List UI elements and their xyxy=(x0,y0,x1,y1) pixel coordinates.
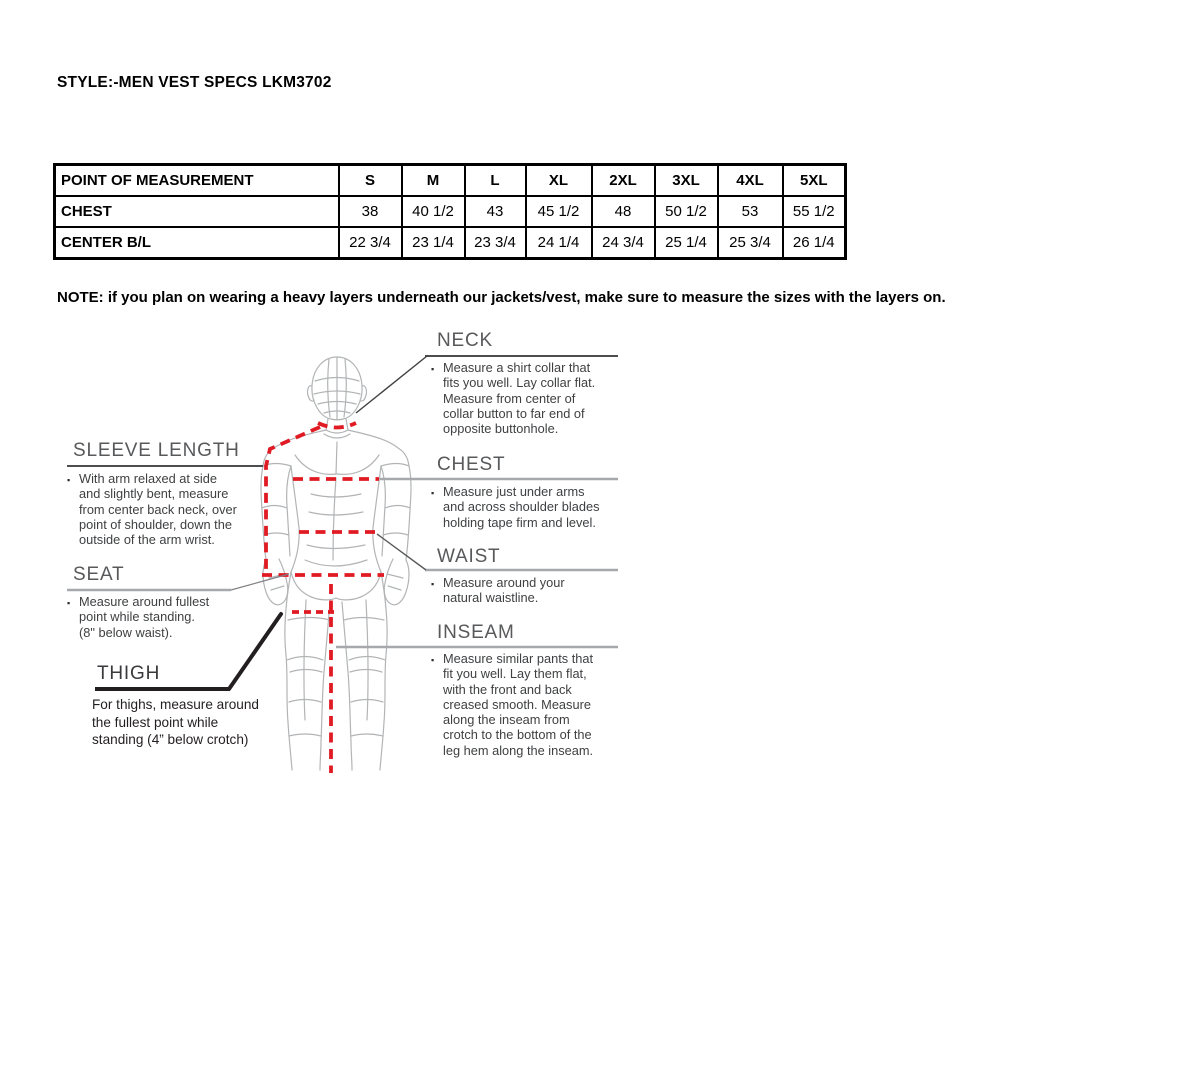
col-header-point-of-measurement: POINT OF MEASUREMENT xyxy=(55,165,339,197)
page-title: STYLE:-MEN VEST SPECS LKM3702 xyxy=(57,74,332,91)
row-label-center-bl: CENTER B/L xyxy=(55,227,339,259)
label-inseam: INSEAM xyxy=(437,622,515,643)
col-header-m: M xyxy=(402,165,465,197)
chest-value-4xl: 53 xyxy=(718,196,783,227)
label-chest: CHEST xyxy=(437,454,506,475)
centerbl-value-5xl: 26 1/4 xyxy=(783,227,846,259)
col-header-5xl: 5XL xyxy=(783,165,846,197)
chest-value-5xl: 55 1/2 xyxy=(783,196,846,227)
label-waist: WAIST xyxy=(437,546,501,567)
label-neck: NECK xyxy=(437,330,493,351)
bullet-icon: ▪ xyxy=(67,598,71,608)
neck-connector xyxy=(356,356,427,413)
waist-description: ▪ Measure around your natural waistline. xyxy=(431,575,565,606)
chest-value-l: 43 xyxy=(465,196,526,227)
label-sleeve-length: SLEEVE LENGTH xyxy=(73,440,240,461)
note-text: NOTE: if you plan on wearing a heavy layers underneath our jackets/vest, make sure to measure the sizes with the layers on. xyxy=(57,289,946,306)
chest-value-xl: 45 1/2 xyxy=(526,196,592,227)
centerbl-value-m: 23 1/4 xyxy=(402,227,465,259)
sleeve-length-description: ▪ With arm relaxed at side and slightly bent, measure from center back neck, over point of shoulder, down the outside of the arm wrist. xyxy=(67,471,237,548)
neck-description: ▪ Measure a shirt collar that fits you well. Lay collar flat. Measure from center of collar button to far end of opposite buttonhole. xyxy=(431,360,596,437)
chest-value-2xl: 48 xyxy=(592,196,655,227)
label-thigh: THIGH xyxy=(97,663,161,684)
seat-description: ▪ Measure around fullest point while standing. (8" below waist). xyxy=(67,594,210,640)
waist-connector xyxy=(377,534,426,570)
thigh-description: For thighs, measure around the fullest point while standing (4” below crotch) xyxy=(92,697,259,747)
bullet-icon: ▪ xyxy=(431,655,435,665)
chest-description: ▪ Measure just under arms and across shoulder blades holding tape firm and level. xyxy=(431,484,600,530)
label-seat: SEAT xyxy=(73,564,125,585)
sleeve-measure-line xyxy=(266,427,320,574)
centerbl-value-3xl: 25 1/4 xyxy=(655,227,718,259)
figure-wireframe xyxy=(261,357,411,770)
col-header-3xl: 3XL xyxy=(655,165,718,197)
col-header-4xl: 4XL xyxy=(718,165,783,197)
col-header-xl: XL xyxy=(526,165,592,197)
bullet-icon: ▪ xyxy=(431,488,435,498)
col-header-2xl: 2XL xyxy=(592,165,655,197)
centerbl-value-4xl: 25 3/4 xyxy=(718,227,783,259)
neck-measure-line xyxy=(318,423,356,428)
col-header-s: S xyxy=(339,165,402,197)
chest-value-m: 40 1/2 xyxy=(402,196,465,227)
centerbl-value-xl: 24 1/4 xyxy=(526,227,592,259)
centerbl-value-l: 23 3/4 xyxy=(465,227,526,259)
bullet-icon: ▪ xyxy=(67,475,71,485)
row-label-chest: CHEST xyxy=(55,196,339,227)
bullet-icon: ▪ xyxy=(431,364,435,374)
centerbl-value-s: 22 3/4 xyxy=(339,227,402,259)
measurement-lines xyxy=(262,423,384,773)
chest-value-s: 38 xyxy=(339,196,402,227)
bullet-icon: ▪ xyxy=(431,579,435,589)
inseam-description: ▪ Measure similar pants that fit you well. Lay them flat, with the front and back creased smooth. Measure along the inseam from crotch to the bottom of the leg hem along the inseam. xyxy=(431,651,594,758)
chest-value-3xl: 50 1/2 xyxy=(655,196,718,227)
centerbl-value-2xl: 24 3/4 xyxy=(592,227,655,259)
col-header-l: L xyxy=(465,165,526,197)
thigh-connector xyxy=(229,614,281,689)
